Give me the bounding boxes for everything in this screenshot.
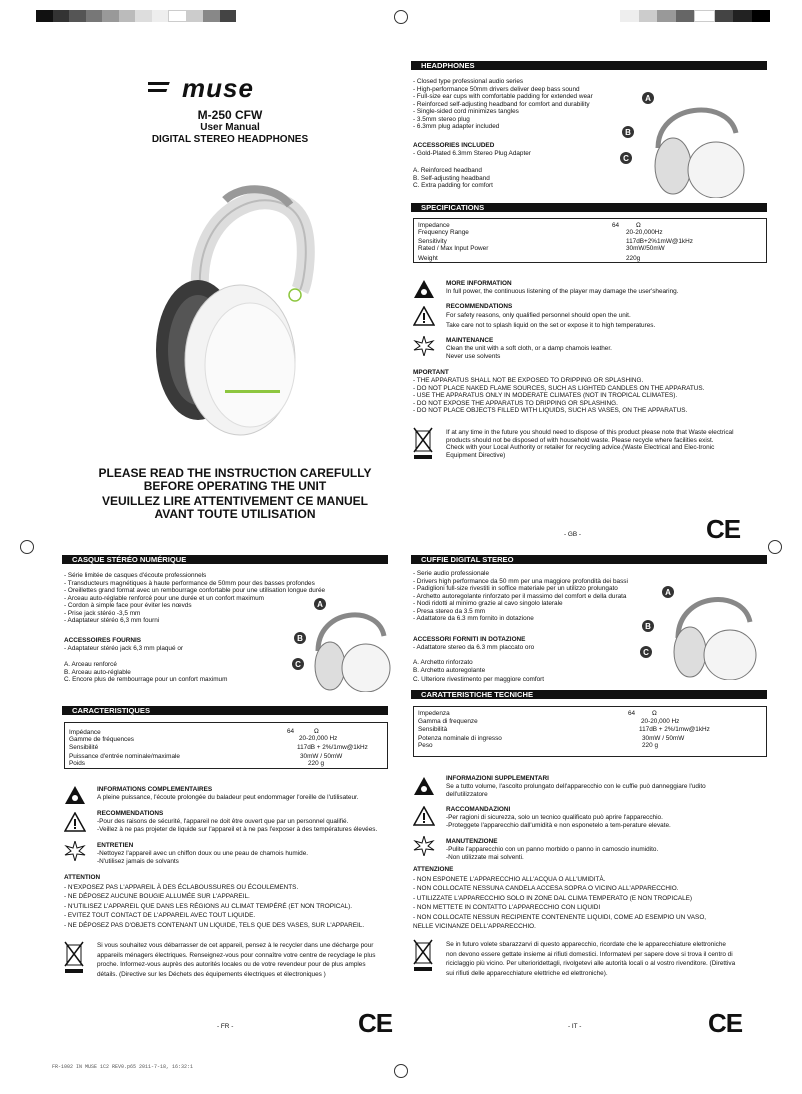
fr-important-title: ATTENTION [64,874,101,881]
instruction-fr-2: AVANT TOUTE UTILISATION [154,507,316,521]
svg-text:B: B [645,622,651,631]
instruction-fr-1: VEUILLEZ LIRE ATTENTIVEMENT CE MANUEL [102,494,368,508]
it-important: - NON ESPONETE L'APPARECCHIO ALL'ACQUA O ALL'UMIDITÀ. - NON COLLOCATE NESSUNA CANDELA ACCESA SOPRA O VICINO ALL'APPARECCHIO. - UTILIZZATE L'APPARECCHIO SOLO IN ZONE DAL CLIMA TEMPERATO (E NON TROPICALE) - NON METTETE IN CONTATTO L'APPARECCHIO CON LIQUIDI - NON COLLOCATE NESSUN RECIPIENTE CONTENENTE LIQUIDI, COME AD ESEMPIO UN VASO, NELLE VICINANZE DELL'APPARECCHIO. [413,876,707,931]
it-accessories-item: - Adattatore stereo da 6.3 mm placcato oro [413,644,535,651]
it-reco: -Per ragioni di sicurezza, solo un tecnico qualificato può aprire l'apparecchio. -Proteggete l'apparecchio dall'umidità e non esponetelo a tem-perature elevate. [446,814,671,829]
fr-more-info: A pleine puissance, l'écoute prolongée du baladeur peut endommager l'oreille de l'utilisateur. [97,794,359,801]
brand-logo [148,76,308,100]
it-parts-diagram [638,580,768,680]
fr-features: - Série limitée de casques d'écoute professionnels - Transducteurs magnétiques à haute performance de 50mm pour des basses profondes - Oreillettes grand format avec un rembourrage confortable pour une utilisation longue durée - Arceau auto-réglable renforcé pour une durée et un confort maximum - Cordon à simple face pour éviter les nœvds - Prise jack stéréo -3,5 mm - Adaptateur stéréo 6,3 mm fourni [64,572,326,624]
fr-specs-table: Impédance 64 Ω Gamme de fréquences 20-20,000 Hz Sensibilité 117dB + 2%/1mw@1kHz Puissance d'entrée nominale/maximale 30mW / 50mW Poids 220 g [64,722,388,769]
ce-mark-fr: CE [358,1008,393,1038]
gb-more-info: In full power, the continuous listening of the player may damage the user'shearing. [446,288,679,295]
gb-more-info-title: MORE INFORMATION [446,280,512,287]
svg-text:A: A [645,94,651,103]
it-maint: -Pulite l'apparecchio con un panno morbido o panno in camoscio inumidito. -Non utilizzate mai solventi. [446,846,659,861]
weee-bin-icon [413,426,433,460]
fr-maint: -Nettoyez l'appareil avec un chiffon doux ou une peau de chamois humide. -N'utilisez jamais de solvants [97,850,309,865]
gb-specs-bar: SPECIFICATIONS [411,203,767,212]
registration-mark-top [394,10,408,24]
it-more-info-title: INFORMAZIONI SUPPLEMENTARI [446,775,549,782]
it-specs-bar: CARATTERISTICHE TECNICHE [411,690,767,699]
registration-mark-left [20,540,34,554]
fr-reco: -Pour des raisons de sécurité, l'appareil ne doit être ouvert que par un personnel qualifié. -Veillez à ne pas projeter de liquide sur l'appareil et à ne pas l'exposer à des températures élevées. [97,818,378,833]
gb-weee: If at any time in the future you should need to dispose of this product please note that Waste electrical products should not be disposed of with household waste. Please recycle where facilities exist. Check with your Local Authority or retailer for recycling advice.(Waste Electrical and Elec-tronic Equipment Directive) [446,429,734,459]
maintenance-icon [64,841,86,861]
registration-mark-bottom [394,1064,408,1078]
fr-accessories-title: ACCESSOIRES FOURNIS [64,637,142,644]
maintenance-icon [413,836,435,856]
fr-maint-title: ENTRETIEN [97,842,134,849]
ce-mark-gb: CE [706,514,741,544]
gb-accessories-title: ACCESSORIES INCLUDED [413,142,495,149]
it-parts: A. Archetto rinforzato B. Archetto autoregolante C. Ulteriore rivestimento per maggiore comfort [413,659,545,683]
gb-parts-diagram [618,88,768,198]
product-title: DIGITAL STEREO HEADPHONES [151,134,309,145]
svg-text:C: C [295,660,301,669]
print-footer: FR-1002 IN MUSE 1C2 REV0.p65 2011-7-18, 16:32:1 [52,1064,194,1070]
instruction-en-2: BEFORE OPERATING THE UNIT [143,479,327,493]
it-accessories-title: ACCESSORI FORNITI IN DOTAZIONE [413,636,526,643]
it-title-bar: CUFFIE DIGITAL STEREO [411,555,767,564]
fr-weee: Si vous souhaitez vous débarrasser de cet appareil, pensez à le recycler dans une décharge pour appareils ménagers électriques. Renseignez-vous pour connaître votre centre de recyclage le plus proche. Informez-vous auprès des autorités locales ou de votre revendeur pour de plus amples détails. (Directive sur les Déchets des équipements électriques et électroniques ) [97,942,376,978]
svg-text:muse: muse [182,76,254,100]
it-specs-table: Impedenza 64 Ω Gamma di frequenze 20-20,000 Hz Sensibilità 117dB + 2%/1mw@1kHz Potenza nominale di ingresso 30mW / 50mW Peso 220 g [413,706,767,757]
headphone-image [140,160,340,440]
maintenance-icon [413,336,435,356]
gb-reco: For safety reasons, only qualified personnel should open the unit. Take care not to splash liquid on the set or expose it to high temperatures. [446,312,656,329]
it-reco-title: RACCOMANDAZIONI [446,806,511,813]
fr-parts: A. Arceau renforcé B. Arceau auto-réglable C. Encore plus de rembourrage pour un confort maximum [64,661,228,683]
muse-logo-icon [148,76,308,100]
hearing-warning-icon [413,279,435,299]
svg-text:C: C [623,154,629,163]
caution-icon [413,806,435,826]
gb-headphones-bar: HEADPHONES [411,61,767,70]
hearing-warning-icon [64,785,86,805]
color-bar-right [620,10,770,22]
fr-specs-bar: CARACTERISTIQUES [62,706,388,715]
gb-accessories-item: - Gold-Plated 6.3mm Stereo Plug Adapter [413,150,531,157]
color-bar-left [36,10,236,22]
svg-text:B: B [297,634,303,643]
hearing-warning-icon [413,776,435,796]
fr-title-bar: CASQUE STÉRÉO NUMÉRIQUE [62,555,388,564]
caution-icon [413,306,435,326]
gb-specs-table: Impedance 64 Ω Frequency Range 20-20,000Hz Sensitivity 117dB+2%1mW@1kHz Rated / Max Input Power 30mW/50mW Weight 220g [413,218,767,263]
it-important-title: ATTENZIONE [413,866,454,873]
gb-important: - THE APPARATUS SHALL NOT BE EXPOSED TO DRIPPING OR SPLASHING. - DO NOT PLACE NAKED FLAME SOURCES, SUCH AS LIGHTED CANDLES ON THE APPARATUS. - USE THE APPARATUS ONLY IN MODERATE CLIMATES (NOT IN TROPICAL CLIMATES). - DO NOT EXPOSE THE APPARATUS TO DRIPPING OR SPLASHING. - DO NOT PLACE OBJECTS FILLED WITH LIQUIDS, SUCH AS VASES, ON THE APPARATUS. [413,377,705,414]
it-page-number: - IT - [568,1023,582,1030]
it-more-info: Se a tutto volume, l'ascolto prolungato dell'apparecchio con le cuffie può danneggiare l'udito dell'utilizzatore [446,783,706,798]
it-features: - Serie audio professionale - Drivers high performance da 50 mm per una maggiore profondità dei bassi - Padiglioni full-size rivestiti in soffice materiale per un utilizzo prolungato - Archetto autoregolante rinforzato per il massimo del comfort e della durata - Nodi ridotti al minimo grazie al cavo singolo laterale - Presa stereo da 3.5 mm - Adattatore da 6.3 mm fornito in dotazione [413,570,628,622]
gb-page-number: - GB - [564,531,582,538]
svg-text:A: A [317,600,323,609]
ce-mark-it: CE [708,1008,743,1038]
model-title: M-250 CFW [197,108,263,122]
caution-icon [64,812,86,832]
registration-mark-right [768,540,782,554]
gb-maint-title: MAINTENANCE [446,337,494,344]
fr-parts-diagram [288,596,398,692]
svg-text:C: C [643,648,649,657]
gb-parts: A. Reinforced headband B. Self-adjusting headband C. Extra padding for comfort [413,167,493,189]
fr-reco-title: RECOMMENDATIONS [97,810,164,817]
fr-more-info-title: INFORMATIONS COMPLEMENTAIRES [97,786,213,793]
instruction-en-1: PLEASE READ THE INSTRUCTION CAREFULLY [98,466,372,480]
it-weee: Se in futuro volete sbarazzarvi di questo apparecchio, ricordate che le apparecchiature elettroniche non devono essere gettate insieme ai rifiuti domestici. Informatevi per sapere dove si trova il centro di riciclaggio più vicino. Per ulterioridettagli, rivolgetevi alle autorità locali o al vostro rivenditore. (Direttiva sui rifiuti delle apparecchiature elettriche ed elettroniche). [446,941,736,977]
it-maint-title: MANUTENZIONE [446,838,498,845]
gb-features: - Closed type professional audio series - High-performance 50mm drivers deliver deep bass sound - Full-size ear cups with comfortable padding for extended wear - Reinforced self-adjusting headband for comfort and durability - Single-sided cord minimizes tangles - 3.5mm stereo plug - 6.3mm plug adapter included [413,78,593,130]
fr-page-number: - FR - [217,1023,234,1030]
svg-text:A: A [665,588,671,597]
svg-text:B: B [625,128,631,137]
manual-title: User Manual [200,122,260,133]
fr-important: - N'EXPOSEZ PAS L'APPAREIL À DES ÉCLABOUSSURES OU ÉCOULEMENTS. - NE DÉPOSEZ AUCUNE BOUGIE ALLUMÉE SUR L'APPAREIL. - N'UTILISEZ L'APPAREIL QUE DANS LES RÉGIONS AU CLIMAT TEMPÉRÉ (ET NON TROPICAL). - EVITEZ TOUT CONTACT DE L'APPAREIL AVEC TOUT LIQUIDE. - NE DÉPOSEZ PAS D'OBJETS CONTENANT UN LIQUIDE, TELS QUE DES VASES, SUR L'APPAREIL. [64,884,365,929]
fr-accessories-item: - Adaptateur stéréo jack 6,3 mm plaqué or [64,645,184,652]
gb-reco-title: RECOMMENDATIONS [446,303,513,310]
gb-maint: Clean the unit with a soft cloth, or a damp chamois leather. Never use solvents [446,345,612,360]
gb-important-title: MPORTANT [413,369,449,376]
weee-bin-icon [64,940,84,974]
weee-bin-icon [413,938,433,972]
